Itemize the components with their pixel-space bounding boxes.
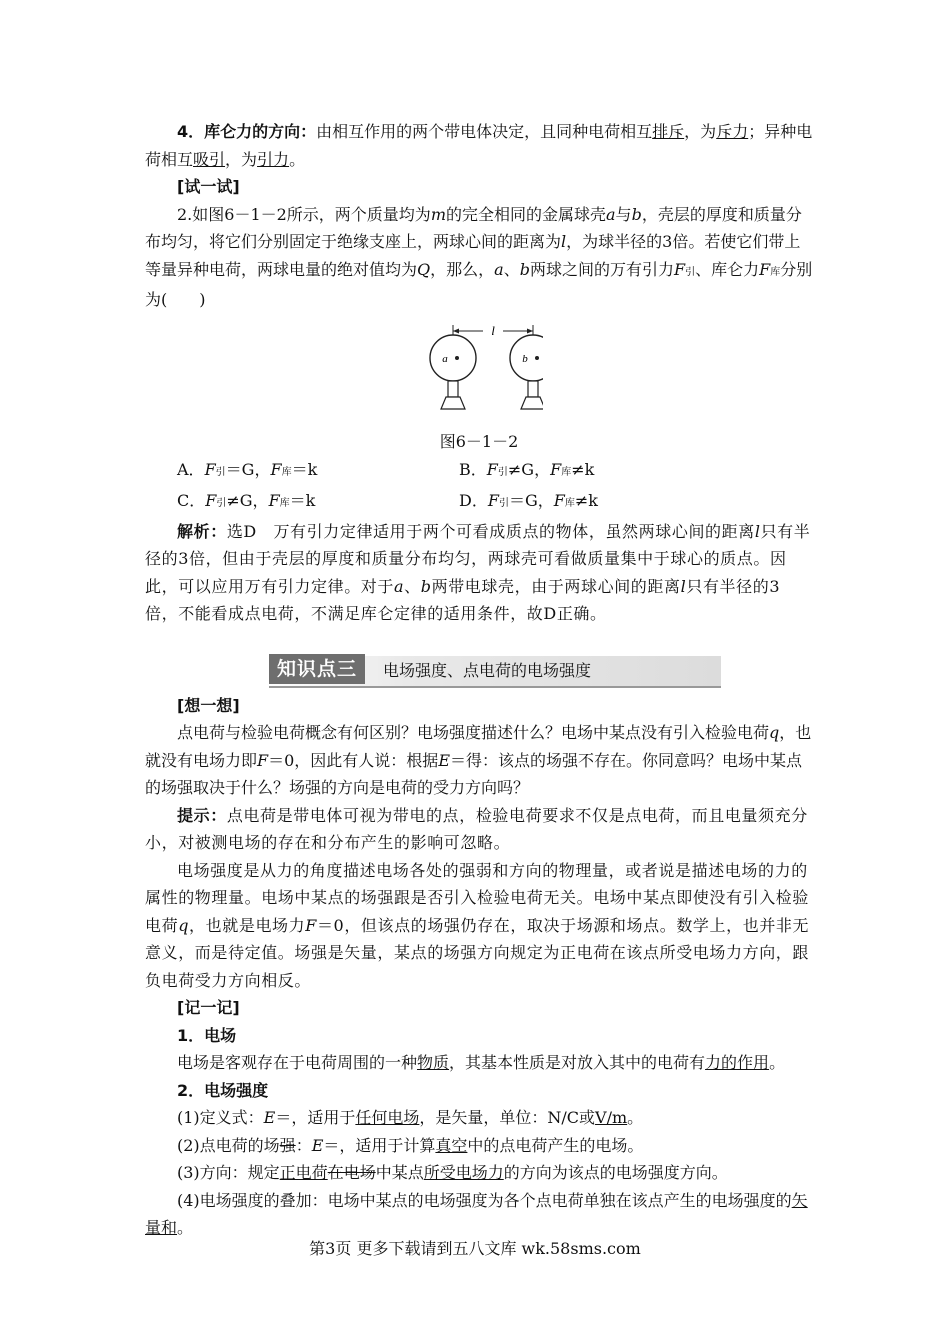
var-f: F [305,915,317,935]
field-strength-title: 2．电场强度 [177,1080,269,1100]
text: ，为 [684,122,717,141]
var-f: F [550,459,562,479]
var-e: E [263,1108,276,1127]
text: 点电荷与检验电荷概念有何区别？电场强度描述什么？电场中某点没有引入检验电荷 [177,723,770,742]
struck-text: 在电场 [327,1163,376,1182]
answer-options [145,456,813,518]
var-f: F [486,459,498,479]
text: 。 [769,1053,786,1072]
text: ＝得：该点的场强不存在。你同意吗？电场中某点的场强取决于什么？场强的方向是电荷的受力方向吗？ [145,750,803,797]
text: ，为球半径的3倍。若使它们带上等量异种电荷，两球电量的绝对值均为 [145,232,801,279]
text: ≠k [574,490,598,510]
try-heading: [试一试] [177,177,240,196]
stand-post-b [528,381,538,397]
analysis-paragraph [145,518,813,628]
option-letter: C． [177,490,206,510]
var-f: F [204,459,216,479]
text: 的完全相同的金属球壳 [445,204,606,224]
text: 中某点 [375,1163,424,1182]
label-b: b [522,352,528,365]
text: 。 [627,1108,644,1127]
var-f: F [257,750,269,770]
text: ＝0，因此有人说：根据 [268,750,439,770]
arrow-left-icon [453,328,459,333]
text: ＝k [289,490,316,510]
text: 的方向为该点的电场强度方向。 [503,1163,728,1182]
text: (1)定义式： [177,1108,264,1127]
text: ，也就没有电场力即 [145,723,812,770]
hint-paragraph [145,802,813,857]
text: ，其基本性质是对放入其中的电荷有 [449,1053,706,1072]
think-paragraph [145,719,813,802]
text: (4)电场强度的叠加：电场中某点的电场强度为各个点电荷单独在该点产生的电场强度的 [177,1190,792,1210]
option-c[interactable] [177,487,459,518]
coulomb-direction-label: 4．库仑力的方向： [177,122,317,141]
text: 2.如图6－1－2所示，两个质量均为 [177,204,431,224]
subscript: 引 [497,466,508,478]
subscript: 库 [564,497,575,509]
answer-vector-sum: 矢量和 [145,1190,808,1237]
var-b: b [420,576,432,596]
var-b: b [631,204,642,224]
text: ＝G， [225,459,271,479]
var-f: F [270,459,282,479]
text: ，那么， [430,259,495,279]
stand-base-a [441,397,465,409]
answer-repulsion: 斥力 [716,122,749,141]
subscript: 引 [215,466,226,478]
answer-unit: V/m [595,1108,628,1127]
section-header [145,654,813,688]
remember-heading: [记一记] [177,998,240,1017]
option-b[interactable] [459,456,741,487]
text: ＝，适用于 [275,1108,356,1127]
answer-matter: 物质 [417,1053,450,1072]
answer-positive-charge: 正电荷 [279,1163,328,1182]
center-dot-a [455,356,459,360]
text: 两带电球壳，由于两球心间的距离 [431,576,681,596]
var-f: F [553,490,565,510]
text: 、 [503,259,520,279]
answer-attract: 吸引 [193,149,226,169]
var-l: l [680,576,687,596]
var-f: F [673,259,686,279]
text: ，是矢量，单位：N/C或 [419,1108,596,1127]
text: ；异种电荷相互 [145,122,813,169]
analysis-label: 解析： [177,521,227,541]
var-q: q [769,723,780,742]
text: ≠k [571,459,595,479]
text: 只有半径的3倍，不能看成点电荷，不满足库仑定律的适用条件，故D正确。 [145,576,781,623]
text: 、库仑力 [695,259,760,279]
text: ，壳层的厚度和质量分布均匀，将它们分别固定于绝缘支座上，两球心间的距离为 [145,204,802,251]
answer-vacuum: 真空 [435,1135,468,1155]
text: 点电荷是带电体可视为带电的点，检验电荷要求不仅是点电荷，而且电量须充分小，对被测电场的存在和分布产生的影响可忽略。 [145,805,808,852]
coulomb-direction-paragraph [145,118,813,173]
superposition-line [145,1187,813,1242]
figure-two-spheres [145,318,813,428]
text: 与 [615,204,632,224]
text: 只有半径的3倍，但由于壳层的厚度和质量分布均匀，两球壳可看做质量集中于球心的质点。因此，可以应用万有引力定律。对于 [145,521,811,596]
subscript: 库 [279,497,290,509]
subscript: 引 [498,497,509,509]
text: ＝k [291,459,318,479]
text: ＝0，但该点的场强仍存在，取决于场源和场点。数学上，也并非无意义，而是待定值。场强是矢量，某点的场强方向规定为正电荷在该点所受电场力方向，跟负电荷受力方向相反。 [145,915,810,990]
answer-field-force: 所受电场力 [423,1163,504,1182]
text: ＝G， [508,490,554,510]
text: ： [295,1135,312,1155]
text: 中的点电荷产生的电场。 [467,1135,644,1155]
text: 。 [177,1218,194,1237]
subscript: 引 [216,497,227,509]
document-body [145,118,813,1242]
definition-line [145,1104,813,1132]
subscript: 库 [561,466,572,478]
text: 电场强度是从力的角度描述电场各处的强弱和方向的物理量，或者说是描述电场的力的属性的物理量。电场中某点的场强跟是否引入检验电荷无关。电场中某点即使没有引入检验电荷 [145,860,810,935]
point-charge-line [145,1132,813,1160]
struck-text: 强 [279,1135,296,1155]
var-a: a [606,204,616,224]
var-f: F [759,259,771,279]
text: 由相互作用的两个带电体决定，且同种电荷相互 [316,122,653,141]
text: ，也就是电场力 [189,915,306,935]
answer-force-action: 力的作用 [705,1053,770,1072]
direction-line [145,1159,813,1187]
text: ＝，适用于计算 [323,1135,436,1155]
question-paragraph [145,201,813,314]
option-d[interactable] [459,487,741,518]
text: 两球之间的万有引力 [529,259,674,279]
text: ，为 [225,149,258,169]
text: (3)方向：规定 [177,1163,280,1182]
text: 选D 万有引力定律适用于两个可看成质点的物体，虽然两球心间的距离 [226,521,755,541]
hint-paragraph-2 [145,857,813,995]
arrow-right-icon [527,328,533,333]
var-f: F [205,490,217,510]
var-b: b [519,259,530,279]
var-l: l [561,232,567,251]
answer-any-field: 任何电场 [355,1108,420,1127]
text: (2)点电荷的场 [177,1135,280,1155]
two-spheres-diagram [423,318,543,426]
sphere-a [430,335,476,381]
text: ≠G， [226,490,269,510]
text: 电场是客观存在于电荷周围的一种 [177,1053,418,1072]
var-l: l [754,521,761,541]
option-a[interactable] [177,456,459,487]
stand-post-a [448,381,458,397]
subscript: 引 [685,266,696,278]
answer-repel: 排斥 [652,122,685,141]
var-a: a [394,576,405,596]
var-a: a [494,259,504,279]
section-tag: 知识点三 [269,654,365,684]
answer-attraction: 引力 [257,149,290,169]
var-m: m [430,204,446,224]
stand-base-b [521,397,543,409]
text: ≠G， [507,459,551,479]
subscript: 库 [770,266,781,278]
electric-field-paragraph [145,1049,813,1077]
var-e: E [438,750,450,770]
option-letter: A． [177,459,205,479]
text: 。 [289,149,306,169]
label-a: a [442,352,448,365]
option-letter: D． [459,490,488,510]
var-q: q [178,915,190,935]
var-f: F [487,490,499,510]
text: 、 [404,576,421,596]
var-f: F [268,490,280,510]
section-title: 电场强度、点电荷的电场强度 [383,660,592,680]
page-footer: 第3页 更多下载请到五八文库 wk.58sms.com [309,1239,641,1258]
label-l: l [491,322,495,338]
think-heading: [想一想] [177,695,240,715]
electric-field-title: 1．电场 [177,1025,237,1045]
var-e: E [311,1135,324,1155]
subscript: 库 [281,466,292,478]
text: 分别为( ) [145,259,813,309]
var-q: Q [417,259,431,279]
option-letter: B． [459,459,487,479]
hint-label: 提示： [177,805,227,825]
center-dot-b [535,356,539,360]
figure-caption: 图6－1－2 [439,431,519,451]
